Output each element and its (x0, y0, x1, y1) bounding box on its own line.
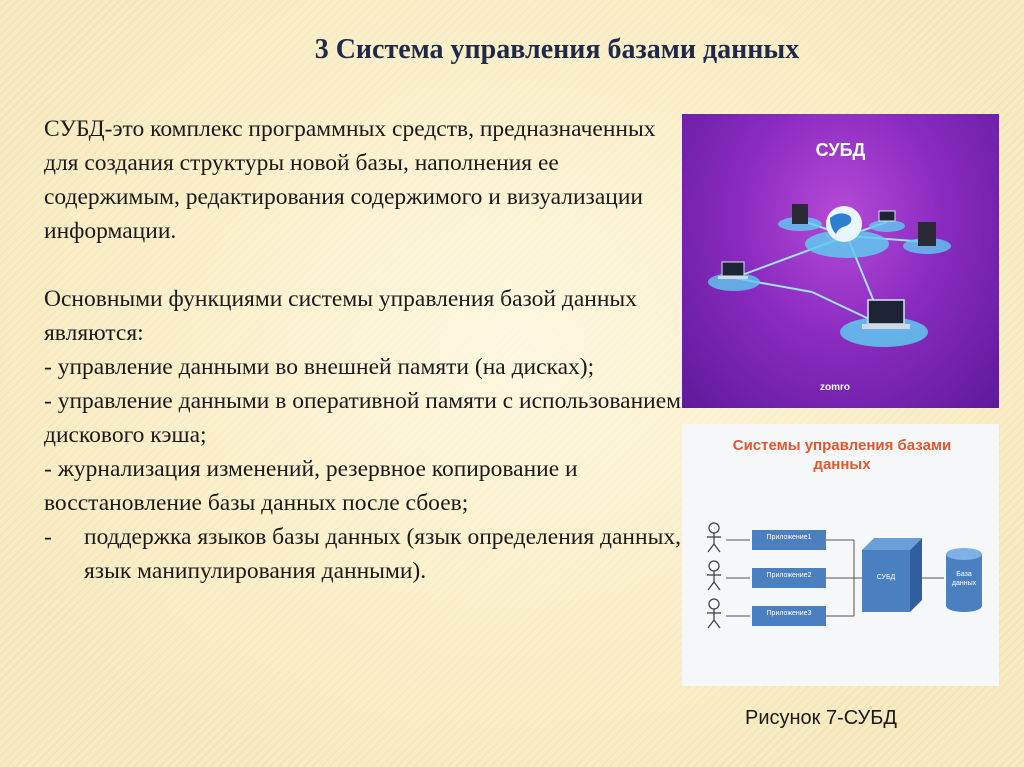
figure-caption: Рисунок 7-СУБД (745, 707, 897, 729)
dbms-cube-front (862, 550, 910, 612)
app-label-2: Приложение2 (766, 572, 812, 579)
laptop-base-bottom (862, 324, 910, 329)
function-item-4-dash: - (44, 524, 52, 550)
db-cylinder-top (946, 548, 982, 560)
dbms-diagram-title: Системы управления базами данных (732, 437, 952, 473)
app-label-1: Приложение1 (766, 534, 812, 541)
db-label: База данных (951, 571, 977, 587)
function-item-1: - управление данными во внешней памяти (на дисках); (44, 354, 595, 380)
laptop-icon-top (879, 211, 895, 221)
app-arrows (826, 540, 862, 616)
laptop-icon-bottom (868, 300, 904, 324)
dbms-label: СУБД (876, 574, 896, 581)
server-icon-left (792, 204, 808, 224)
dbms-cube-side (910, 538, 922, 612)
network-diagram (682, 114, 999, 408)
slide-title: 3 Система управления базами данных (314, 34, 800, 65)
paragraph-gap (44, 248, 684, 282)
brand-logo: zomro (820, 382, 850, 393)
laptop-base-left (718, 276, 748, 279)
dbms-diagram (682, 424, 999, 686)
function-item-4 (44, 520, 684, 588)
function-item-3: - журнализация изменений, резервное копирование и восстановление базы данных после сбоев; (44, 456, 578, 516)
function-item-2: - управление данными в оперативной памяти с использованием дискового кэша; (44, 388, 682, 448)
function-item-4-text: поддержка языков базы данных (язык определения данных, язык манипулирования данными). (84, 524, 681, 584)
network-illustration (682, 114, 999, 408)
user-icon-2 (707, 561, 721, 590)
dbms-diagram-graphic (682, 424, 999, 686)
user-arrows (726, 540, 750, 616)
laptop-platform-top (869, 220, 905, 232)
db-cylinder-bottom (946, 600, 982, 612)
user-icon-3 (707, 599, 721, 628)
network-illustration-title: СУБД (815, 140, 866, 160)
functions-intro: Основными функциями системы управления базой данных являются: (44, 286, 637, 346)
definition-paragraph: СУБД-это комплекс программных средств, предназначенных для создания структуры новой базы, наполнения ее содержимым, редактирования содержимого и визуализации информации. (44, 116, 656, 244)
body-text (44, 112, 684, 588)
user-icon-1 (707, 523, 721, 552)
laptop-icon-left (722, 262, 744, 276)
server-icon-right (918, 222, 936, 246)
app-label-3: Приложение3 (766, 610, 812, 617)
functions-list (44, 350, 684, 588)
